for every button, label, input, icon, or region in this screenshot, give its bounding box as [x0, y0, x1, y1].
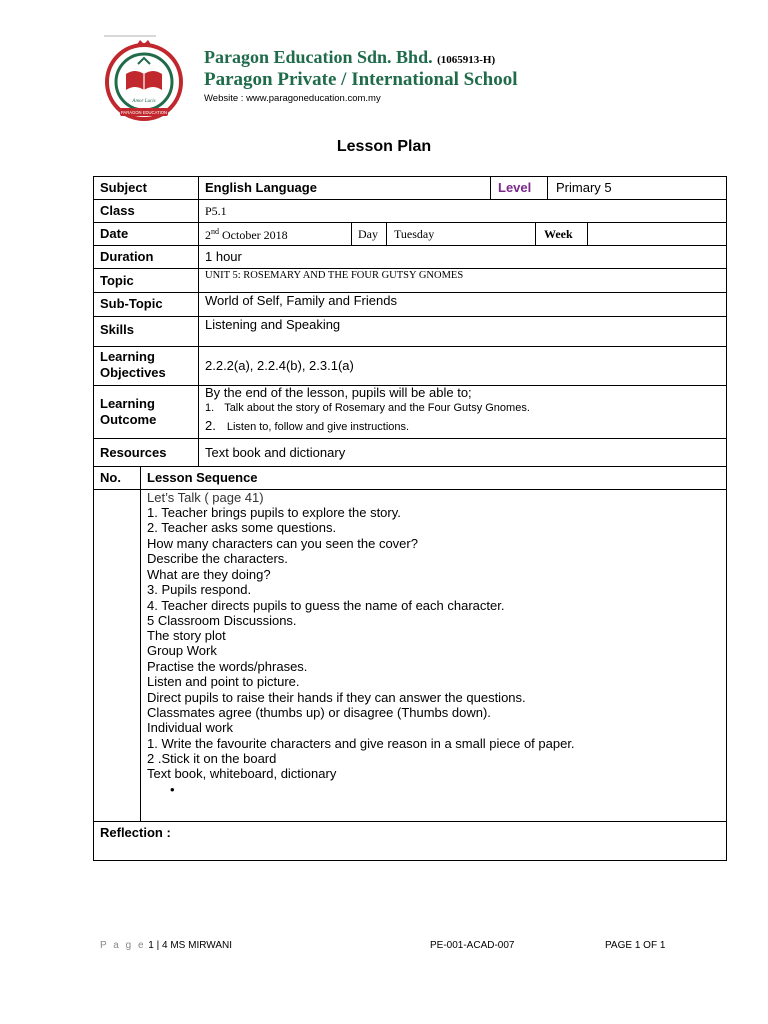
org-registration: (1065913-H)	[437, 54, 496, 66]
sequence-line: Group Work	[147, 643, 217, 658]
sequence-line: 3. Pupils respond.	[147, 582, 252, 597]
level-value: Primary 5	[556, 180, 612, 195]
topic-value: UNIT 5: ROSEMARY AND THE FOUR GUTSY GNOMES	[205, 270, 464, 281]
date-label: Date	[100, 226, 129, 241]
sequence-line: Let’s Talk ( page 41)	[147, 490, 264, 505]
lesson-sequence-header: Lesson Sequence	[147, 470, 258, 485]
reflection-label: Reflection :	[100, 825, 171, 840]
logo-motto: Amor Lucis	[132, 99, 156, 104]
subject-value: English Language	[205, 180, 317, 195]
outcome-intro: By the end of the lesson, pupils will be able to;	[205, 385, 472, 400]
sequence-line: The story plot	[147, 628, 226, 643]
skills-label: Skills	[100, 322, 134, 337]
org-name: Paragon Education Sdn. Bhd. (1065913-H)	[204, 47, 496, 67]
week-label: Week	[544, 227, 573, 241]
sequence-line: 2 .Stick it on the board	[147, 751, 277, 766]
footer-page-info: P a g e 1 | 4 MS MIRWANI	[100, 940, 233, 951]
logo-text: PARAGON EDUCATION	[120, 110, 168, 115]
skills-value: Listening and Speaking	[205, 317, 341, 332]
sequence-line: Practise the words/phrases.	[147, 659, 308, 674]
bullet-point: •	[170, 782, 175, 797]
resources-label: Resources	[100, 445, 167, 460]
school-name: Paragon Private / International School	[204, 69, 518, 90]
duration-label: Duration	[100, 249, 154, 264]
sequence-line: Listen and point to picture.	[147, 674, 300, 689]
website-text: Website : www.paragoneducation.com.my	[204, 93, 381, 104]
sequence-line: Describe the characters.	[147, 551, 288, 566]
objectives-label: Learning Objectives	[100, 349, 166, 380]
subject-label: Subject	[100, 180, 147, 195]
sequence-line: 1. Write the favourite characters and give reason in a small piece of paper.	[147, 736, 575, 751]
class-value: P5.1	[205, 204, 227, 218]
page-title: Lesson Plan	[336, 138, 432, 155]
class-label: Class	[100, 203, 135, 218]
sequence-line: 1. Teacher brings pupils to explore the story.	[147, 505, 401, 520]
sequence-line: Text book, whiteboard, dictionary	[147, 766, 337, 781]
resources-value: Text book and dictionary	[205, 445, 346, 460]
sequence-line: 2. Teacher asks some questions.	[147, 520, 337, 535]
sequence-line: Individual work	[147, 720, 233, 735]
topic-label: Topic	[100, 273, 134, 288]
school-logo	[104, 34, 184, 126]
sequence-line: 4. Teacher directs pupils to guess the name of each character.	[147, 598, 505, 613]
outcome-label: Learning Outcome	[100, 396, 157, 427]
sequence-line: Direct pupils to raise their hands if they can answer the questions.	[147, 690, 526, 705]
subtopic-label: Sub-Topic	[100, 296, 163, 311]
day-label: Day	[358, 227, 378, 241]
outcome-item-1: 1. Talk about the story of Rosemary and the Four Gutsy Gnomes.	[205, 402, 530, 414]
footer-doc-code: PE-001-ACAD-007	[430, 940, 515, 951]
date-value: 2nd October 2018	[205, 227, 288, 242]
sequence-line: Classmates agree (thumbs up) or disagree (Thumbs down).	[147, 705, 491, 720]
duration-value: 1 hour	[205, 249, 242, 264]
footer-page-of: PAGE 1 OF 1	[605, 940, 666, 951]
sequence-line: How many characters can you seen the cover?	[147, 536, 418, 551]
subtopic-value: World of Self, Family and Friends	[205, 293, 397, 308]
sequence-line: What are they doing?	[147, 567, 271, 582]
objectives-value: 2.2.2(a), 2.2.4(b), 2.3.1(a)	[205, 358, 354, 373]
sequence-line: 5 Classroom Discussions.	[147, 613, 297, 628]
outcome-item-2: 2. Listen to, follow and give instructions.	[205, 418, 410, 433]
no-column-header: No.	[100, 470, 121, 485]
day-value: Tuesday	[394, 227, 435, 241]
level-label: Level	[498, 180, 532, 195]
